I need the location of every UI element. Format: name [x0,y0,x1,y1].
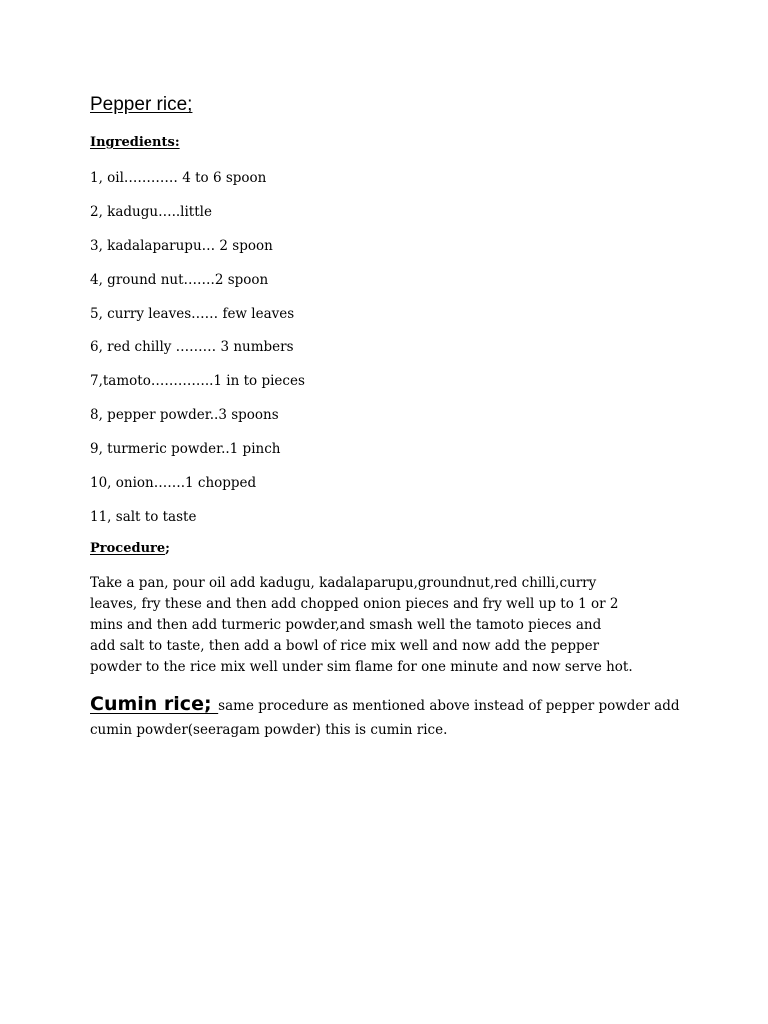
procedure-heading-suffix: ; [165,541,170,556]
procedure-text: Take a pan, pour oil add kadugu, kadalaparupu,groundnut,red chilli,curry leaves, fry these and then add chopped onion pieces and fry well up to 1 or 2 mins and then add turmeric powder,and smash well the tamoto pieces and add salt to taste, then add a bowl of rice mix well and now add the pepper powder to the rice mix well under sim flame for one minute and now serve hot. [90,575,633,675]
ingredient-item: 6, red chilly ……… 3 numbers [90,339,294,356]
ingredient-item: 1, oil………… 4 to 6 spoon [90,170,267,186]
ingredient-item: 9, turmeric powder..1 pinch [90,441,281,458]
ingredient-item: 4, ground nut…….2 spoon [90,271,269,288]
ingredients-heading: Ingredients: [90,135,180,150]
ingredient-item: 3, kadalaparupu… 2 spoon [90,237,273,254]
ingredient-item: 8, pepper powder..3 spoons [90,407,279,424]
document-page [90,0,690,1024]
cumin-title: Cumin rice; [90,693,219,715]
cumin-text: same procedure as mentioned above instead of pepper powder add cumin powder(seeragam powder) this is cumin rice. [90,698,680,738]
ingredient-item: 10, onion…….1 chopped [90,475,257,492]
ingredient-item: 7,tamoto…………..1 in to pieces [90,373,305,390]
ingredient-item: 11, salt to taste [90,508,197,525]
cumin-section [90,692,690,742]
ingredient-item: 5, curry leaves…… few leaves [90,305,295,322]
procedure-heading [90,541,170,556]
recipe-title: Pepper rice; [90,94,193,115]
ingredients-list [90,168,305,541]
procedure-heading-label: Procedure [90,541,166,556]
ingredient-item: 2, kadugu…..little [90,203,212,220]
